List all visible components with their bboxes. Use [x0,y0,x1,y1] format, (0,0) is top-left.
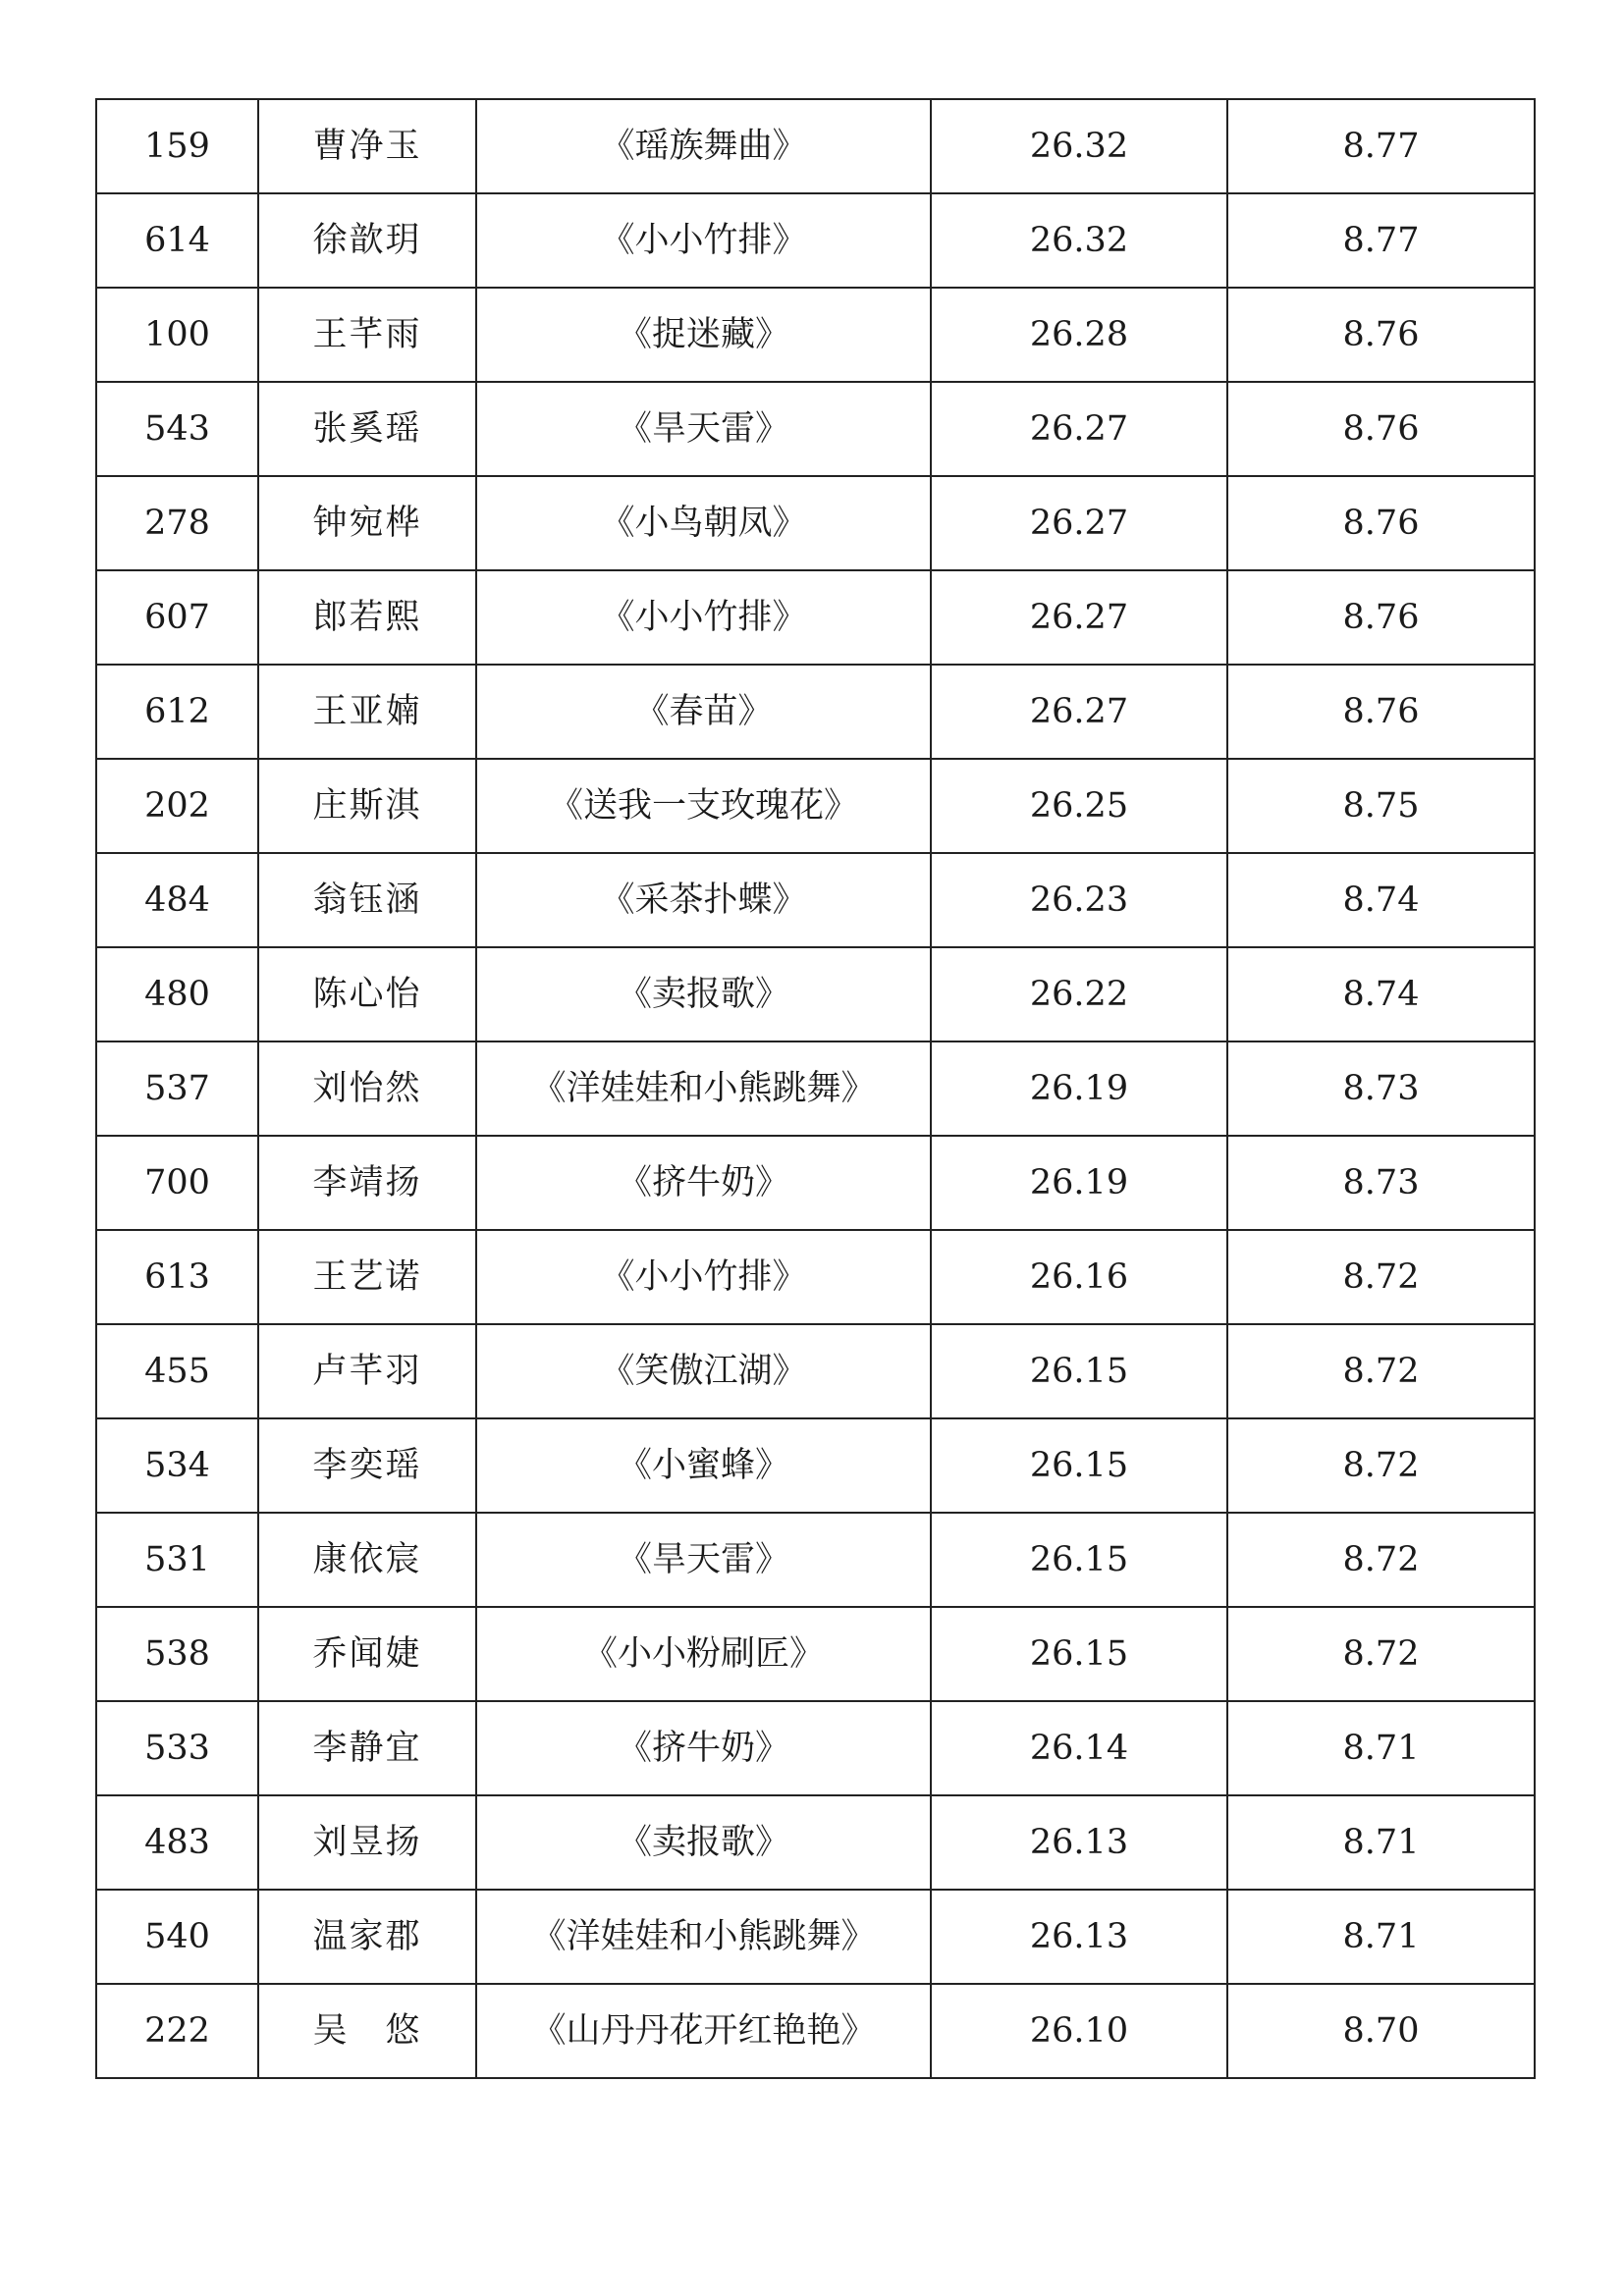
cell-piece: 《山丹丹花开红艳艳》 [476,1984,931,2078]
table-row [96,382,1535,476]
cell-total-score: 26.10 [931,1984,1227,2078]
cell-piece: 《卖报歌》 [476,947,931,1041]
cell-piece: 《小小竹排》 [476,193,931,288]
cell-name: 王亚婻 [258,665,476,759]
cell-average-score: 8.70 [1227,1984,1535,2078]
cell-average-score: 8.76 [1227,382,1535,476]
cell-name: 温家郡 [258,1890,476,1984]
cell-piece: 《旱天雷》 [476,382,931,476]
cell-average-score: 8.71 [1227,1795,1535,1890]
cell-average-score: 8.76 [1227,665,1535,759]
cell-piece: 《小蜜蜂》 [476,1418,931,1513]
cell-name: 庄斯淇 [258,759,476,853]
cell-name: 陈心怡 [258,947,476,1041]
cell-name: 卢芊羽 [258,1324,476,1418]
table-row [96,759,1535,853]
cell-number: 483 [96,1795,258,1890]
cell-total-score: 26.32 [931,193,1227,288]
cell-number: 222 [96,1984,258,2078]
cell-average-score: 8.76 [1227,570,1535,665]
table-row [96,1418,1535,1513]
cell-average-score: 8.71 [1227,1701,1535,1795]
cell-piece: 《小小竹排》 [476,1230,931,1324]
cell-total-score: 26.15 [931,1513,1227,1607]
cell-piece: 《春苗》 [476,665,931,759]
cell-average-score: 8.72 [1227,1607,1535,1701]
cell-total-score: 26.28 [931,288,1227,382]
cell-number: 543 [96,382,258,476]
cell-average-score: 8.72 [1227,1324,1535,1418]
cell-total-score: 26.22 [931,947,1227,1041]
cell-average-score: 8.72 [1227,1230,1535,1324]
cell-name: 徐歆玥 [258,193,476,288]
cell-piece: 《瑶族舞曲》 [476,99,931,193]
table-row [96,1324,1535,1418]
cell-name: 钟宛桦 [258,476,476,570]
cell-number: 607 [96,570,258,665]
table-row [96,1230,1535,1324]
cell-total-score: 26.13 [931,1795,1227,1890]
cell-piece: 《采茶扑蝶》 [476,853,931,947]
cell-name: 乔闻婕 [258,1607,476,1701]
cell-average-score: 8.73 [1227,1041,1535,1136]
cell-name: 王艺诺 [258,1230,476,1324]
cell-average-score: 8.71 [1227,1890,1535,1984]
cell-total-score: 26.32 [931,99,1227,193]
cell-piece: 《洋娃娃和小熊跳舞》 [476,1890,931,1984]
cell-number: 537 [96,1041,258,1136]
cell-number: 100 [96,288,258,382]
cell-piece: 《卖报歌》 [476,1795,931,1890]
cell-piece: 《笑傲江湖》 [476,1324,931,1418]
cell-total-score: 26.27 [931,476,1227,570]
cell-name: 李静宜 [258,1701,476,1795]
cell-total-score: 26.19 [931,1136,1227,1230]
cell-number: 480 [96,947,258,1041]
cell-total-score: 26.19 [931,1041,1227,1136]
cell-name: 曹净玉 [258,99,476,193]
cell-piece: 《小小竹排》 [476,570,931,665]
cell-piece: 《小鸟朝凤》 [476,476,931,570]
cell-average-score: 8.73 [1227,1136,1535,1230]
cell-name: 李奕瑶 [258,1418,476,1513]
cell-total-score: 26.13 [931,1890,1227,1984]
cell-piece: 《旱天雷》 [476,1513,931,1607]
cell-average-score: 8.75 [1227,759,1535,853]
cell-number: 202 [96,759,258,853]
table-row [96,1984,1535,2078]
cell-name: 翁钰涵 [258,853,476,947]
cell-piece: 《捉迷藏》 [476,288,931,382]
cell-total-score: 26.27 [931,382,1227,476]
cell-name: 刘昱扬 [258,1795,476,1890]
results-table [95,98,1536,2079]
table-row [96,288,1535,382]
cell-name: 康依宸 [258,1513,476,1607]
cell-total-score: 26.16 [931,1230,1227,1324]
cell-average-score: 8.76 [1227,476,1535,570]
table-row [96,1041,1535,1136]
cell-total-score: 26.15 [931,1607,1227,1701]
table-row [96,1607,1535,1701]
cell-average-score: 8.72 [1227,1418,1535,1513]
table-row [96,570,1535,665]
table-row [96,1136,1535,1230]
cell-average-score: 8.76 [1227,288,1535,382]
cell-number: 700 [96,1136,258,1230]
results-table-body [96,99,1535,2078]
table-row [96,1795,1535,1890]
cell-name: 刘怡然 [258,1041,476,1136]
table-row [96,665,1535,759]
table-row [96,1701,1535,1795]
table-row [96,99,1535,193]
cell-average-score: 8.77 [1227,193,1535,288]
cell-total-score: 26.15 [931,1324,1227,1418]
cell-number: 612 [96,665,258,759]
cell-average-score: 8.74 [1227,947,1535,1041]
table-row [96,853,1535,947]
cell-number: 538 [96,1607,258,1701]
cell-number: 531 [96,1513,258,1607]
cell-total-score: 26.15 [931,1418,1227,1513]
table-row [96,947,1535,1041]
cell-piece: 《洋娃娃和小熊跳舞》 [476,1041,931,1136]
cell-total-score: 26.23 [931,853,1227,947]
cell-number: 484 [96,853,258,947]
cell-number: 540 [96,1890,258,1984]
cell-number: 159 [96,99,258,193]
cell-name: 吴 悠 [258,1984,476,2078]
cell-total-score: 26.25 [931,759,1227,853]
cell-name: 李靖扬 [258,1136,476,1230]
cell-piece: 《挤牛奶》 [476,1701,931,1795]
cell-number: 534 [96,1418,258,1513]
cell-number: 278 [96,476,258,570]
cell-piece: 《送我一支玫瑰花》 [476,759,931,853]
cell-total-score: 26.27 [931,570,1227,665]
cell-total-score: 26.14 [931,1701,1227,1795]
cell-name: 王芊雨 [258,288,476,382]
cell-piece: 《挤牛奶》 [476,1136,931,1230]
cell-total-score: 26.27 [931,665,1227,759]
table-row [96,1890,1535,1984]
table-row [96,193,1535,288]
cell-name: 张奚瑶 [258,382,476,476]
cell-number: 455 [96,1324,258,1418]
cell-average-score: 8.74 [1227,853,1535,947]
cell-number: 533 [96,1701,258,1795]
cell-average-score: 8.72 [1227,1513,1535,1607]
cell-average-score: 8.77 [1227,99,1535,193]
cell-number: 614 [96,193,258,288]
table-row [96,476,1535,570]
cell-piece: 《小小粉刷匠》 [476,1607,931,1701]
cell-name: 郎若熙 [258,570,476,665]
table-row [96,1513,1535,1607]
cell-number: 613 [96,1230,258,1324]
